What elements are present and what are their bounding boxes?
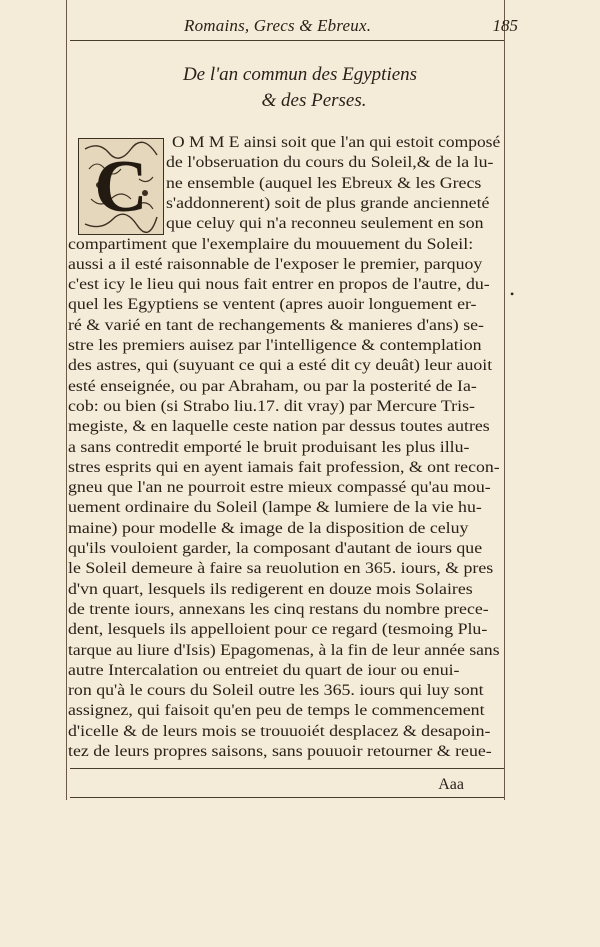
text-line: s'addonnerent) soit de plus grande ancienneté: [166, 194, 490, 212]
text-line: dent, lesquels ils appelloient pour ce regard (tesmoing Plu-: [68, 621, 488, 639]
text-line: aussi a il esté raisonnable de l'exposer le premier, parquoy: [68, 255, 483, 273]
page-number: 185: [492, 16, 518, 35]
text-line: ron qu'à le cours du Soleil outre les 365. iours qui luy sont: [68, 682, 484, 700]
text-line: c'est icy le lieu qui nous fait entrer en propos de l'autre, du-: [68, 276, 490, 294]
text-line: megiste, & en laquelle ceste nation par dessus toutes autres: [68, 418, 490, 436]
text-line: esté enseignée, ou par Abraham, ou par la posterité de Ia-: [68, 377, 477, 395]
text-line: tez de leurs propres saisons, sans pouuoir retourner & reue-: [68, 743, 492, 760]
svg-text:C: C: [94, 146, 148, 228]
footer-rule: [70, 768, 504, 769]
text-line: gneu que l'an ne pourroit estre mieux compassé qu'au mou-: [68, 479, 491, 497]
text-line: maine) pour modelle & image de la disposition de celuy: [68, 519, 469, 537]
text-line: stre les premiers auisez par l'intelligence & contemplation: [68, 337, 482, 354]
running-head: Romains, Grecs & Ebreux.: [184, 16, 372, 35]
left-margin-rule: [66, 0, 67, 800]
catchword-signature: Aaa: [438, 776, 464, 793]
text-line: a sans contredit emporté le bruit produisant les plus illu-: [68, 438, 470, 456]
text-line: de trente iours, annexans les cinq restans du nombre prece-: [68, 600, 489, 618]
margin-mark: •: [510, 287, 515, 301]
chapter-title-line-2: & des Perses.: [261, 90, 367, 111]
decorative-initial-icon: [79, 139, 163, 234]
text-line: ne ensemble (auquel les Ebreux & les Grecs: [166, 174, 482, 192]
right-margin-rule: [504, 0, 505, 800]
text-line: d'vn quart, lesquels ils redigerent en douze mois Solaires: [68, 580, 473, 598]
text-line: d'icelle & de leurs mois se trouuoiét desplacez & desapoin-: [68, 722, 491, 740]
text-line: ré & varié en tant de rechangements & manieres d'ans) se-: [68, 316, 484, 334]
chapter-title-line-1: De l'an commun des Egyptiens: [182, 64, 418, 85]
text-line: cob: ou bien (si Strabo liu.17. dit vray) par Mercure Tris-: [68, 397, 475, 415]
text-line: autre Intercalation ou entreiet du quart de iour ou enui-: [68, 661, 460, 679]
text-line: des astres, qui (suyuant ce qui a esté dit cy deuât) leur auoit: [68, 357, 493, 375]
decorated-initial: [78, 138, 164, 235]
text-line: tarque au liure d'Isis) Epagomenas, à la fin de leur année sans: [68, 641, 500, 659]
text-line: de l'obseruation du cours du Soleil,& de la lu-: [166, 154, 494, 172]
page-header: [56, 14, 518, 40]
text-line: stres esprits qui en ayent iamais fait profession, & ont recon-: [68, 458, 500, 476]
text-line: compartiment que l'exemplaire du mouuement du Soleil:: [68, 235, 474, 253]
text-line: assignez, qui faisoit qu'en peu de temps le commencement: [68, 702, 485, 720]
text-line: le Soleil demeure à faire sa reuolution en 365. iours, & pres: [68, 560, 494, 578]
text-line: uement ordinaire du Soleil (lampe & lumiere de la vie hu-: [68, 499, 482, 517]
text-line: que celuy qui n'a reconneu seulement en son: [166, 215, 484, 233]
text-line: O M M E ainsi soit que l'an qui estoit composé: [172, 134, 501, 151]
text-line: qu'ils vouloient garder, la composant d'autant de iours que: [68, 540, 483, 557]
text-line: quel les Egyptiens se ventent (apres auoir longuement er-: [68, 296, 477, 314]
header-rule: [70, 40, 504, 41]
bottom-rule: [70, 797, 504, 798]
